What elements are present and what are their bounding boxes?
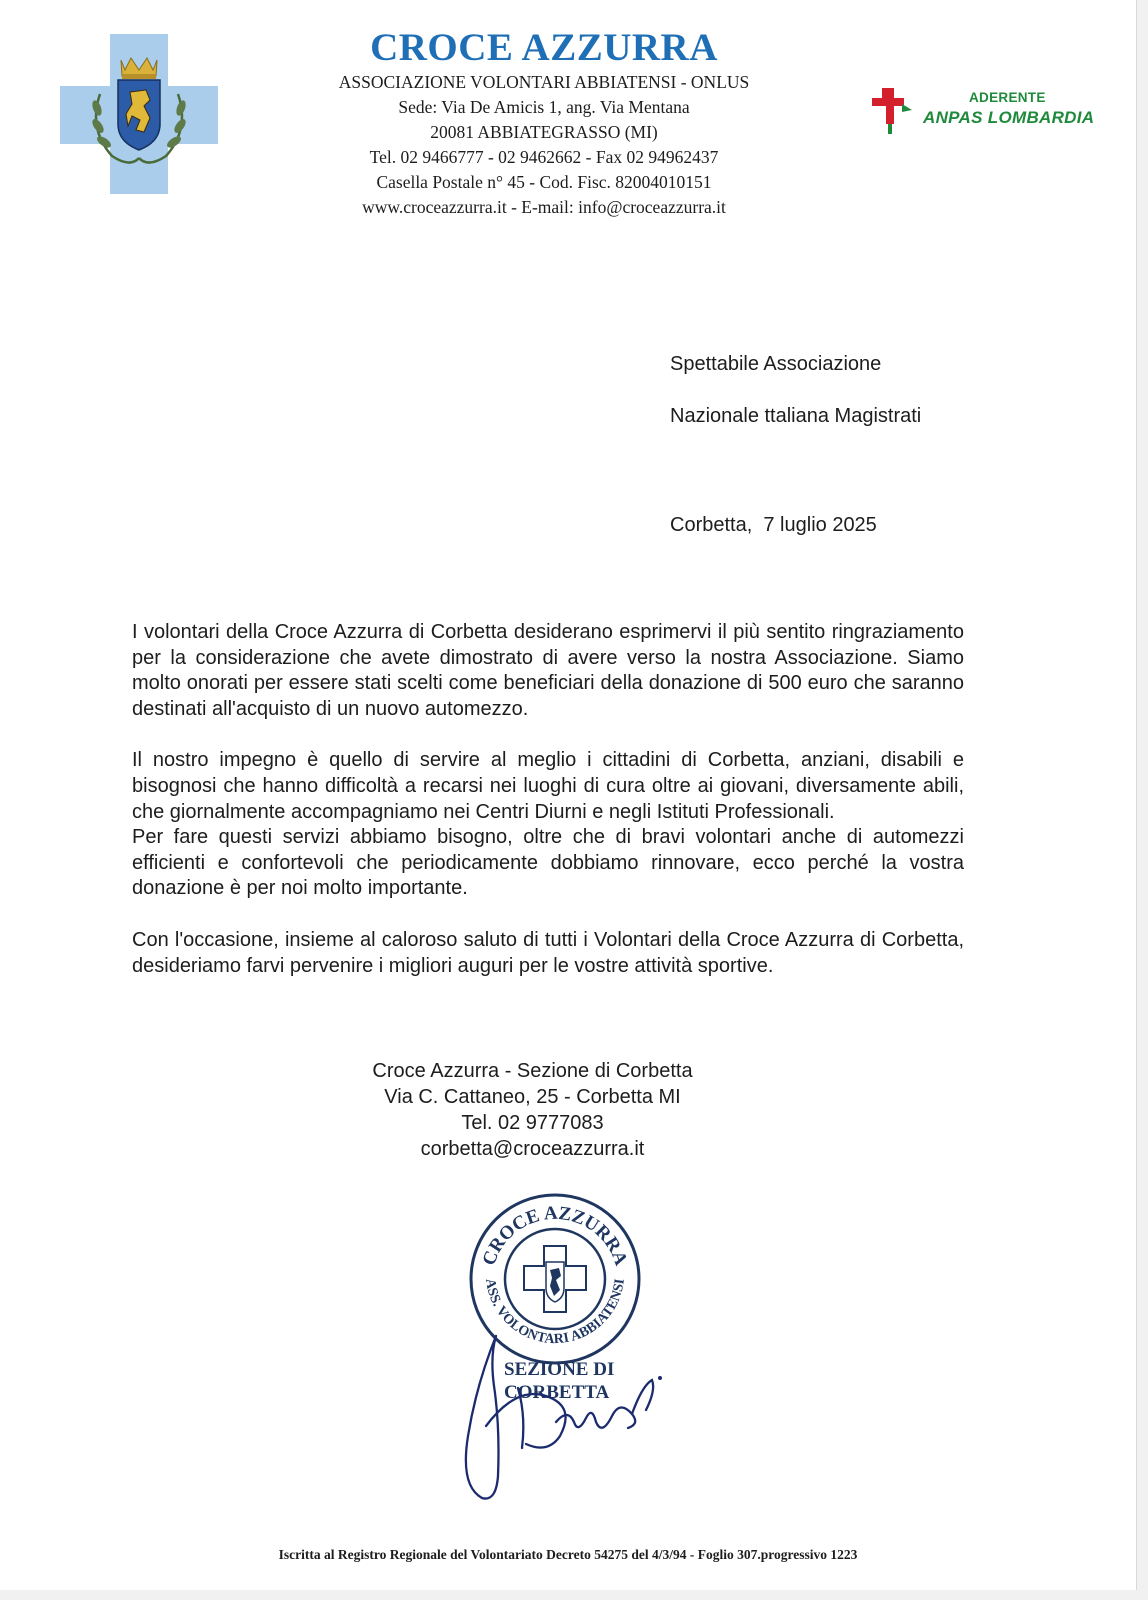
- stamp-line-1: SEZIONE DI: [504, 1359, 615, 1380]
- handwritten-signature: [456, 1326, 686, 1516]
- head-office-address: Sede: Via De Amicis 1, ang. Via Mentana: [398, 97, 690, 117]
- organization-name: CROCE AZZURRA: [370, 26, 718, 69]
- letterhead: [290, 26, 798, 220]
- stamp-line-2: CORBETTA: [504, 1382, 610, 1403]
- section-address: Via C. Cattaneo, 25 - Corbetta MI: [384, 1086, 681, 1108]
- section-contact-block: [330, 1058, 735, 1162]
- body-paragraph-3: Per fare questi servizi abbiamo bisogno, oltre che di bravi volontari anche di automezzi efficienti e confortevoli che periodicamente dobbiamo rinnovare, ecco perché la vostra donazione è per noi molto importante.: [132, 826, 964, 900]
- stamp-top-text: CROCE AZZURRA: [478, 1202, 632, 1269]
- section-email: corbetta@croceazzurra.it: [420, 1138, 645, 1160]
- anpas-aderente-label: ADERENTE: [969, 90, 1046, 105]
- anpas-cross-icon: [868, 84, 924, 140]
- association-subtitle: ASSOCIAZIONE VOLONTARI ABBIATENSI - ONLUS: [338, 72, 750, 92]
- section-phone: Tel. 02 9777083: [461, 1112, 604, 1134]
- head-office-phones: Tel. 02 9466777 - 02 9462662 - Fax 02 94962437: [369, 147, 719, 167]
- registry-footer: Iscritta al Registro Regionale del Volontariato Decreto 54275 del 4/3/94 - Foglio 307.progressivo 1223: [278, 1547, 858, 1562]
- anpas-logo: [868, 84, 1108, 144]
- stamp-bottom-text: ASS. VOLONTARI ABBIATENSI: [482, 1277, 628, 1348]
- recipient-line-2: Nazionale ttaliana Magistrati: [670, 405, 922, 427]
- head-office-pobox: Casella Postale n° 45 - Cod. Fisc. 82004010151: [376, 172, 712, 192]
- body-paragraph-4: Con l'occasione, insieme al caloroso saluto di tutti i Volontari della Croce Azzurra di Corbetta, desideriamo farvi pervenire i migliori auguri per le vostre attività sportive.: [132, 928, 964, 977]
- coat-of-arms-cross-icon: [60, 34, 218, 194]
- letter-body: [132, 620, 964, 979]
- recipient-line-1: Spettabile Associazione: [670, 353, 882, 375]
- body-paragraph-2: Il nostro impegno è quello di servire al meglio i cittadini di Corbetta, anziani, disabili e bisognosi che hanno difficoltà a recarsi nei luoghi di cura oltre ai giovani, diversamente abili, che giornalmente accompagniamo nei Centri Diurni e negli Istituti Professionali.: [132, 749, 964, 823]
- section-name: Croce Azzurra - Sezione di Corbetta: [372, 1060, 693, 1082]
- anpas-name: ANPAS LOMBARDIA: [923, 108, 1095, 127]
- head-office-web-email: www.croceazzurra.it - E-mail: info@croceazzurra.it: [362, 197, 726, 217]
- body-paragraph-1: I volontari della Croce Azzurra di Corbetta desiderano esprimervi il più sentito ringraziamento per la considerazione che avete dimostrato di avere verso la nostra Associazione. Siamo molto onorati per essere stati scelti come beneficiari della donazione di 500 euro che saranno destinati all'acquisto di un nuovo automezzo.: [132, 621, 964, 720]
- head-office-city: 20081 ABBIATEGRASSO (MI): [430, 122, 658, 142]
- letter-date: Corbetta, 7 luglio 2025: [670, 514, 877, 536]
- recipient-block: [670, 338, 921, 442]
